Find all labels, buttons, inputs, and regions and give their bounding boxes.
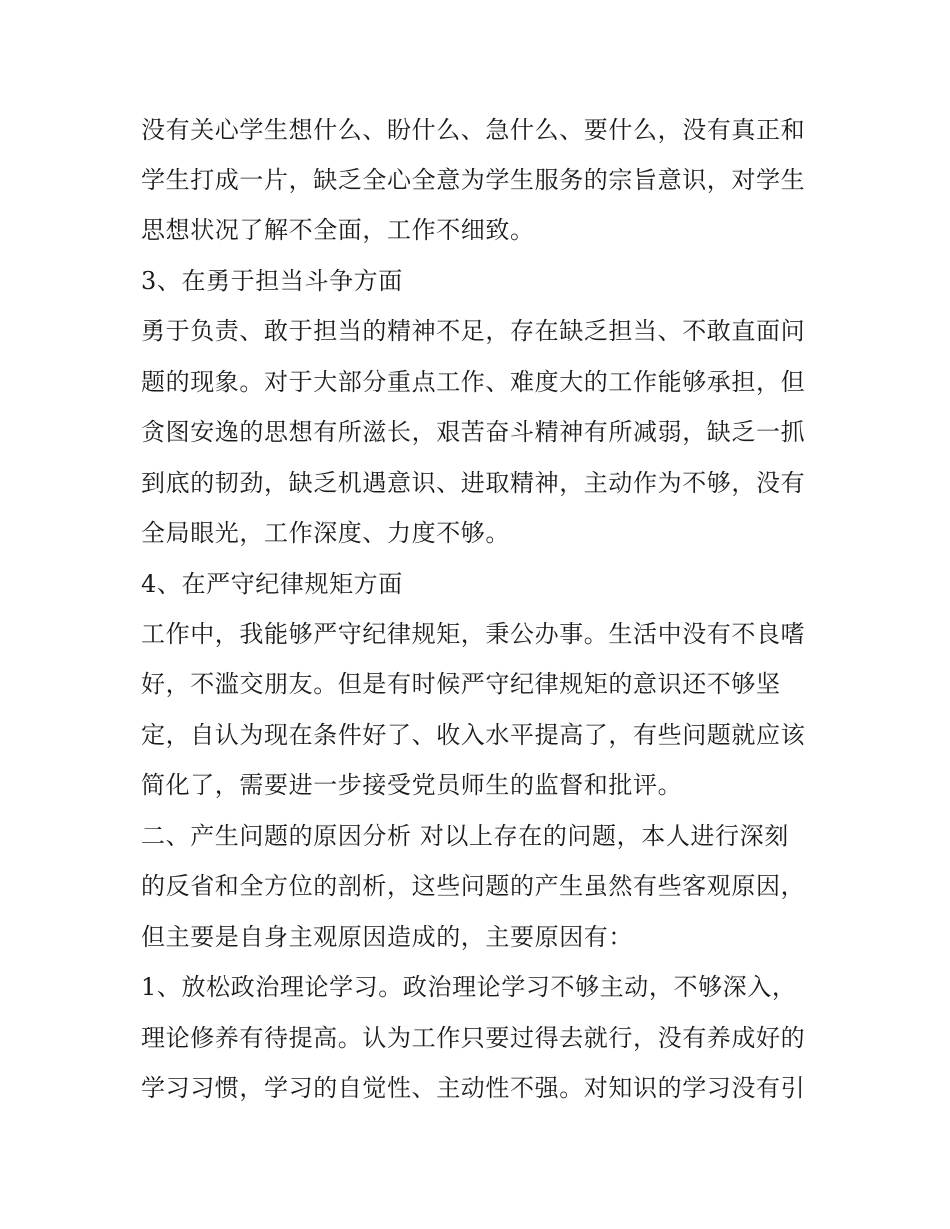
section-heading: 4、在严守纪律规矩方面 [141, 570, 403, 598]
text-line: 勇于负责、敢于担当的精神不足，存在缺乏担当、不敢直面问 [141, 317, 806, 345]
text-line: 贪图安逸的思想有所滋长，艰苦奋斗精神有所减弱，缺乏一抓 [141, 418, 806, 446]
text-line: 到底的韧劲，缺乏机遇意识、进取精神，主动作为不够，没有 [141, 469, 806, 497]
text-line: 思想状况了解不全面，工作不细致。 [141, 216, 535, 244]
text-line: 理论修养有待提高。认为工作只要过得去就行，没有养成好的 [141, 1024, 806, 1052]
text-line: 没有关心学生想什么、盼什么、急什么、要什么，没有真正和 [141, 116, 806, 144]
text-line: 的反省和全方位的剖析，这些问题的产生虽然有些客观原因， [141, 872, 806, 900]
text-line: 题的现象。对于大部分重点工作、难度大的工作能够承担，但 [141, 368, 806, 396]
text-line: 1、放松政治理论学习。政治理论学习不够主动，不够深入， [141, 973, 797, 1001]
text-line: 学生打成一片，缺乏全心全意为学生服务的宗旨意识，对学生 [141, 166, 806, 194]
text-line: 但主要是自身主观原因造成的，主要原因有： [141, 923, 633, 951]
text-line: 工作中，我能够严守纪律规矩，秉公办事。生活中没有不良嗜 [141, 620, 806, 648]
text-line: 全局眼光，工作深度、力度不够。 [141, 519, 510, 547]
text-line: 好，不滥交朋友。但是有时候严守纪律规矩的意识还不够坚 [141, 670, 781, 698]
text-line: 二、产生问题的原因分析 对以上存在的问题，本人进行深刻 [141, 822, 789, 850]
text-line: 简化了，需要进一步接受党员师生的监督和批评。 [141, 771, 683, 799]
text-line: 学习习惯，学习的自觉性、主动性不强。对知识的学习没有引 [141, 1074, 806, 1102]
text-line: 定，自认为现在条件好了、收入水平提高了，有些问题就应该 [141, 721, 806, 749]
section-heading: 3、在勇于担当斗争方面 [141, 267, 403, 295]
